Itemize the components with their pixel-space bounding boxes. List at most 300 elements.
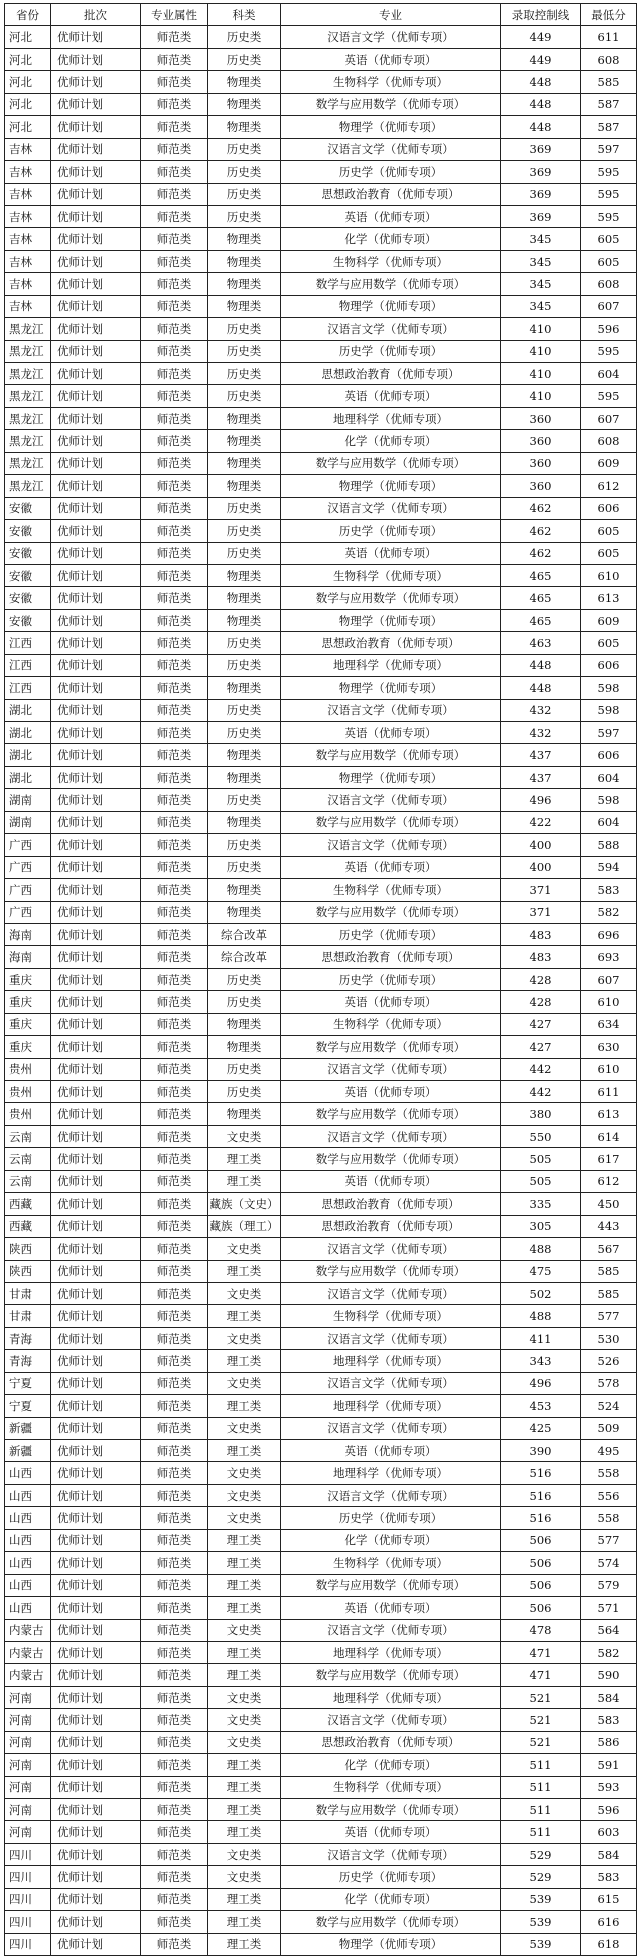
cell-province: 贵州 (5, 1103, 51, 1125)
cell-province: 贵州 (5, 1058, 51, 1080)
cell-major-attribute: 师范类 (141, 1507, 208, 1529)
table-row (5, 1327, 637, 1349)
cell-province: 云南 (5, 1125, 51, 1147)
cell-control-line: 343 (501, 1350, 581, 1372)
cell-major-attribute: 师范类 (141, 1372, 208, 1394)
cell-control-line: 488 (501, 1305, 581, 1327)
cell-major: 化学（优师专项） (281, 1529, 501, 1551)
cell-major: 数学与应用数学（优师专项） (281, 1148, 501, 1170)
cell-province: 河北 (5, 26, 51, 48)
cell-major: 英语（优师专项） (281, 1440, 501, 1462)
cell-major: 思想政治教育（优师专项） (281, 183, 501, 205)
cell-major-attribute: 师范类 (141, 722, 208, 744)
cell-major: 物理学（优师专项） (281, 475, 501, 497)
cell-control-line: 539 (501, 1933, 581, 1955)
cell-major: 化学（优师专项） (281, 1754, 501, 1776)
cell-subject-category: 物理类 (208, 587, 281, 609)
cell-subject-category: 历史类 (208, 1058, 281, 1080)
cell-batch: 优师计划 (51, 161, 141, 183)
cell-major-attribute: 师范类 (141, 407, 208, 429)
cell-major-attribute: 师范类 (141, 1462, 208, 1484)
cell-control-line: 428 (501, 968, 581, 990)
cell-major: 历史学（优师专项） (281, 1507, 501, 1529)
cell-major-attribute: 师范类 (141, 1776, 208, 1798)
table-row (5, 1619, 637, 1641)
cell-province: 山西 (5, 1574, 51, 1596)
cell-major-attribute: 师范类 (141, 1081, 208, 1103)
cell-major: 数学与应用数学（优师专项） (281, 273, 501, 295)
cell-major: 物理学（优师专项） (281, 609, 501, 631)
cell-batch: 优师计划 (51, 1664, 141, 1686)
table-row (5, 340, 637, 362)
cell-control-line: 360 (501, 430, 581, 452)
cell-control-line: 400 (501, 834, 581, 856)
cell-min-score: 594 (581, 856, 637, 878)
cell-major: 数学与应用数学（优师专项） (281, 1799, 501, 1821)
cell-major: 汉语言文学（优师专项） (281, 699, 501, 721)
cell-major-attribute: 师范类 (141, 946, 208, 968)
cell-major: 英语（优师专项） (281, 1821, 501, 1843)
cell-subject-category: 物理类 (208, 250, 281, 272)
cell-subject-category: 历史类 (208, 699, 281, 721)
cell-major: 化学（优师专项） (281, 1888, 501, 1910)
cell-subject-category: 文史类 (208, 1619, 281, 1641)
cell-min-score: 607 (581, 407, 637, 429)
cell-batch: 优师计划 (51, 564, 141, 586)
cell-major: 汉语言文学（优师专项） (281, 1238, 501, 1260)
cell-subject-category: 理工类 (208, 1305, 281, 1327)
cell-major: 思想政治教育（优师专项） (281, 1193, 501, 1215)
cell-province: 河北 (5, 93, 51, 115)
cell-subject-category: 理工类 (208, 1933, 281, 1955)
cell-control-line: 371 (501, 879, 581, 901)
cell-min-score: 597 (581, 138, 637, 160)
cell-control-line: 463 (501, 632, 581, 654)
cell-min-score: 610 (581, 564, 637, 586)
cell-province: 青海 (5, 1327, 51, 1349)
cell-batch: 优师计划 (51, 1260, 141, 1282)
cell-subject-category: 物理类 (208, 609, 281, 631)
cell-major: 生物科学（优师专项） (281, 1013, 501, 1035)
cell-batch: 优师计划 (51, 654, 141, 676)
cell-control-line: 448 (501, 116, 581, 138)
cell-control-line: 471 (501, 1664, 581, 1686)
cell-min-score: 595 (581, 385, 637, 407)
cell-subject-category: 历史类 (208, 722, 281, 744)
cell-min-score: 495 (581, 1440, 637, 1462)
cell-batch: 优师计划 (51, 1641, 141, 1663)
cell-control-line: 380 (501, 1103, 581, 1125)
cell-min-score: 605 (581, 542, 637, 564)
cell-control-line: 369 (501, 138, 581, 160)
cell-major-attribute: 师范类 (141, 968, 208, 990)
cell-major: 物理学（优师专项） (281, 677, 501, 699)
cell-major: 化学（优师专项） (281, 430, 501, 452)
cell-major-attribute: 师范类 (141, 1574, 208, 1596)
cell-major-attribute: 师范类 (141, 1641, 208, 1663)
cell-batch: 优师计划 (51, 1305, 141, 1327)
cell-subject-category: 理工类 (208, 1529, 281, 1551)
cell-major-attribute: 师范类 (141, 587, 208, 609)
cell-batch: 优师计划 (51, 766, 141, 788)
cell-subject-category: 历史类 (208, 363, 281, 385)
cell-control-line: 422 (501, 811, 581, 833)
cell-major-attribute: 师范类 (141, 789, 208, 811)
cell-batch: 优师计划 (51, 1597, 141, 1619)
cell-min-score: 595 (581, 183, 637, 205)
cell-major-attribute: 师范类 (141, 1170, 208, 1192)
cell-control-line: 550 (501, 1125, 581, 1147)
cell-major: 地理科学（优师专项） (281, 407, 501, 429)
cell-batch: 优师计划 (51, 1395, 141, 1417)
table-row (5, 1058, 637, 1080)
cell-subject-category: 理工类 (208, 1641, 281, 1663)
table-row (5, 1507, 637, 1529)
cell-province: 河南 (5, 1821, 51, 1843)
cell-subject-category: 物理类 (208, 430, 281, 452)
cell-subject-category: 物理类 (208, 475, 281, 497)
cell-province: 河南 (5, 1754, 51, 1776)
cell-control-line: 506 (501, 1529, 581, 1551)
cell-subject-category: 历史类 (208, 26, 281, 48)
cell-control-line: 462 (501, 520, 581, 542)
cell-major: 数学与应用数学（优师专项） (281, 1036, 501, 1058)
cell-major: 汉语言文学（优师专项） (281, 1372, 501, 1394)
table-header-row (5, 4, 637, 26)
cell-major: 汉语言文学（优师专项） (281, 1282, 501, 1304)
table-row (5, 677, 637, 699)
cell-major: 汉语言文学（优师专项） (281, 26, 501, 48)
cell-control-line: 410 (501, 318, 581, 340)
cell-min-score: 586 (581, 1731, 637, 1753)
cell-batch: 优师计划 (51, 93, 141, 115)
header-subject-category: 科类 (208, 4, 281, 26)
cell-batch: 优师计划 (51, 968, 141, 990)
cell-major-attribute: 师范类 (141, 1821, 208, 1843)
cell-batch: 优师计划 (51, 677, 141, 699)
cell-min-score: 693 (581, 946, 637, 968)
cell-major-attribute: 师范类 (141, 318, 208, 340)
cell-major: 思想政治教育（优师专项） (281, 363, 501, 385)
table-row (5, 901, 637, 923)
cell-min-score: 590 (581, 1664, 637, 1686)
cell-batch: 优师计划 (51, 1866, 141, 1888)
cell-major-attribute: 师范类 (141, 991, 208, 1013)
cell-min-score: 608 (581, 430, 637, 452)
cell-major: 数学与应用数学（优师专项） (281, 901, 501, 923)
cell-major: 地理科学（优师专项） (281, 1462, 501, 1484)
cell-batch: 优师计划 (51, 205, 141, 227)
cell-major: 历史学（优师专项） (281, 968, 501, 990)
table-row (5, 968, 637, 990)
cell-batch: 优师计划 (51, 1552, 141, 1574)
cell-min-score: 577 (581, 1305, 637, 1327)
cell-subject-category: 理工类 (208, 1574, 281, 1596)
cell-province: 贵州 (5, 1081, 51, 1103)
cell-control-line: 335 (501, 1193, 581, 1215)
cell-major-attribute: 师范类 (141, 1484, 208, 1506)
cell-min-score: 603 (581, 1821, 637, 1843)
cell-major-attribute: 师范类 (141, 1125, 208, 1147)
table-body (5, 26, 637, 1956)
cell-province: 吉林 (5, 183, 51, 205)
cell-province: 安徽 (5, 497, 51, 519)
table-row (5, 1193, 637, 1215)
cell-min-score: 585 (581, 1260, 637, 1282)
cell-min-score: 611 (581, 26, 637, 48)
cell-subject-category: 文史类 (208, 1866, 281, 1888)
cell-province: 吉林 (5, 250, 51, 272)
cell-major: 生物科学（优师专项） (281, 250, 501, 272)
cell-batch: 优师计划 (51, 1148, 141, 1170)
cell-min-score: 604 (581, 811, 637, 833)
table-row (5, 1754, 637, 1776)
table-row (5, 1125, 637, 1147)
cell-province: 湖南 (5, 789, 51, 811)
cell-major: 数学与应用数学（优师专项） (281, 452, 501, 474)
cell-major-attribute: 师范类 (141, 295, 208, 317)
cell-major-attribute: 师范类 (141, 93, 208, 115)
cell-major: 汉语言文学（优师专项） (281, 1058, 501, 1080)
cell-control-line: 425 (501, 1417, 581, 1439)
cell-control-line: 345 (501, 250, 581, 272)
cell-province: 重庆 (5, 1013, 51, 1035)
cell-subject-category: 文史类 (208, 1238, 281, 1260)
cell-subject-category: 文史类 (208, 1843, 281, 1865)
cell-control-line: 539 (501, 1911, 581, 1933)
table-row (5, 205, 637, 227)
cell-control-line: 511 (501, 1799, 581, 1821)
cell-major: 生物科学（优师专项） (281, 1552, 501, 1574)
cell-control-line: 369 (501, 205, 581, 227)
cell-major: 思想政治教育（优师专项） (281, 946, 501, 968)
cell-major: 英语（优师专项） (281, 205, 501, 227)
cell-major: 历史学（优师专项） (281, 161, 501, 183)
cell-subject-category: 历史类 (208, 789, 281, 811)
cell-control-line: 462 (501, 497, 581, 519)
cell-province: 安徽 (5, 564, 51, 586)
cell-min-score: 595 (581, 340, 637, 362)
cell-control-line: 511 (501, 1776, 581, 1798)
cell-control-line: 345 (501, 273, 581, 295)
cell-batch: 优师计划 (51, 811, 141, 833)
cell-province: 吉林 (5, 273, 51, 295)
cell-min-score: 610 (581, 1058, 637, 1080)
cell-control-line: 516 (501, 1484, 581, 1506)
table-row (5, 26, 637, 48)
cell-batch: 优师计划 (51, 632, 141, 654)
cell-province: 山西 (5, 1507, 51, 1529)
cell-province: 河南 (5, 1731, 51, 1753)
cell-min-score: 558 (581, 1462, 637, 1484)
cell-min-score: 587 (581, 93, 637, 115)
cell-min-score: 614 (581, 1125, 637, 1147)
cell-province: 吉林 (5, 205, 51, 227)
cell-min-score: 615 (581, 1888, 637, 1910)
cell-province: 河南 (5, 1776, 51, 1798)
cell-province: 河北 (5, 71, 51, 93)
cell-subject-category: 历史类 (208, 48, 281, 70)
cell-province: 广西 (5, 901, 51, 923)
cell-major-attribute: 师范类 (141, 1440, 208, 1462)
cell-subject-category: 物理类 (208, 295, 281, 317)
table-row (5, 632, 637, 654)
cell-subject-category: 文史类 (208, 1282, 281, 1304)
cell-subject-category: 历史类 (208, 520, 281, 542)
cell-control-line: 453 (501, 1395, 581, 1417)
cell-subject-category: 物理类 (208, 677, 281, 699)
cell-major-attribute: 师范类 (141, 1417, 208, 1439)
table-row (5, 1552, 637, 1574)
cell-province: 山西 (5, 1552, 51, 1574)
cell-control-line: 437 (501, 744, 581, 766)
cell-batch: 优师计划 (51, 744, 141, 766)
cell-batch: 优师计划 (51, 497, 141, 519)
cell-batch: 优师计划 (51, 1484, 141, 1506)
cell-batch: 优师计划 (51, 452, 141, 474)
cell-subject-category: 物理类 (208, 1036, 281, 1058)
cell-control-line: 521 (501, 1709, 581, 1731)
cell-subject-category: 文史类 (208, 1417, 281, 1439)
cell-major: 数学与应用数学（优师专项） (281, 744, 501, 766)
cell-major-attribute: 师范类 (141, 1911, 208, 1933)
cell-batch: 优师计划 (51, 1462, 141, 1484)
cell-min-score: 612 (581, 1170, 637, 1192)
cell-batch: 优师计划 (51, 834, 141, 856)
cell-batch: 优师计划 (51, 1574, 141, 1596)
table-row (5, 138, 637, 160)
cell-subject-category: 理工类 (208, 1350, 281, 1372)
cell-major-attribute: 师范类 (141, 811, 208, 833)
cell-batch: 优师计划 (51, 1327, 141, 1349)
cell-subject-category: 历史类 (208, 654, 281, 676)
cell-subject-category: 藏族（文史） (208, 1193, 281, 1215)
cell-batch: 优师计划 (51, 1843, 141, 1865)
cell-province: 内蒙古 (5, 1641, 51, 1663)
cell-major: 思想政治教育（优师专项） (281, 1215, 501, 1237)
cell-control-line: 506 (501, 1574, 581, 1596)
cell-province: 重庆 (5, 1036, 51, 1058)
cell-province: 江西 (5, 654, 51, 676)
cell-batch: 优师计划 (51, 1440, 141, 1462)
cell-subject-category: 历史类 (208, 632, 281, 654)
table-row (5, 1933, 637, 1955)
table-row (5, 1013, 637, 1035)
cell-batch: 优师计划 (51, 1529, 141, 1551)
cell-major-attribute: 师范类 (141, 1260, 208, 1282)
cell-major-attribute: 师范类 (141, 1597, 208, 1619)
cell-subject-category: 历史类 (208, 542, 281, 564)
cell-control-line: 483 (501, 923, 581, 945)
cell-province: 河北 (5, 116, 51, 138)
table-row (5, 1529, 637, 1551)
cell-subject-category: 物理类 (208, 273, 281, 295)
cell-min-score: 605 (581, 520, 637, 542)
cell-province: 四川 (5, 1911, 51, 1933)
cell-control-line: 411 (501, 1327, 581, 1349)
cell-major: 历史学（优师专项） (281, 340, 501, 362)
table-row (5, 654, 637, 676)
cell-subject-category: 历史类 (208, 968, 281, 990)
table-row (5, 1686, 637, 1708)
cell-major-attribute: 师范类 (141, 834, 208, 856)
cell-major: 生物科学（优师专项） (281, 71, 501, 93)
table-row (5, 1664, 637, 1686)
cell-major: 英语（优师专项） (281, 1597, 501, 1619)
cell-province: 黑龙江 (5, 318, 51, 340)
cell-batch: 优师计划 (51, 340, 141, 362)
cell-province: 西藏 (5, 1193, 51, 1215)
cell-control-line: 437 (501, 766, 581, 788)
cell-subject-category: 物理类 (208, 71, 281, 93)
cell-batch: 优师计划 (51, 385, 141, 407)
table-row (5, 93, 637, 115)
cell-major: 英语（优师专项） (281, 1170, 501, 1192)
cell-major-attribute: 师范类 (141, 1148, 208, 1170)
cell-control-line: 488 (501, 1238, 581, 1260)
cell-province: 河南 (5, 1799, 51, 1821)
cell-min-score: 450 (581, 1193, 637, 1215)
cell-batch: 优师计划 (51, 1103, 141, 1125)
cell-batch: 优师计划 (51, 609, 141, 631)
cell-major-attribute: 师范类 (141, 71, 208, 93)
header-major-attribute: 专业属性 (141, 4, 208, 26)
cell-min-score: 596 (581, 1799, 637, 1821)
cell-batch: 优师计划 (51, 1350, 141, 1372)
cell-subject-category: 文史类 (208, 1484, 281, 1506)
cell-major: 思想政治教育（优师专项） (281, 632, 501, 654)
cell-province: 四川 (5, 1933, 51, 1955)
cell-major: 汉语言文学（优师专项） (281, 834, 501, 856)
cell-min-score: 618 (581, 1933, 637, 1955)
cell-min-score: 585 (581, 71, 637, 93)
cell-control-line: 465 (501, 564, 581, 586)
cell-major: 物理学（优师专项） (281, 116, 501, 138)
cell-province: 安徽 (5, 542, 51, 564)
cell-province: 甘肃 (5, 1305, 51, 1327)
cell-subject-category: 物理类 (208, 1103, 281, 1125)
cell-major: 数学与应用数学（优师专项） (281, 1664, 501, 1686)
cell-batch: 优师计划 (51, 1619, 141, 1641)
cell-major-attribute: 师范类 (141, 564, 208, 586)
cell-min-score: 564 (581, 1619, 637, 1641)
cell-province: 云南 (5, 1148, 51, 1170)
cell-control-line: 305 (501, 1215, 581, 1237)
cell-control-line: 529 (501, 1866, 581, 1888)
table-row (5, 1081, 637, 1103)
cell-province: 河北 (5, 48, 51, 70)
cell-batch: 优师计划 (51, 1125, 141, 1147)
table-row (5, 879, 637, 901)
cell-major-attribute: 师范类 (141, 654, 208, 676)
cell-batch: 优师计划 (51, 789, 141, 811)
table-row (5, 1372, 637, 1394)
cell-control-line: 516 (501, 1462, 581, 1484)
admission-score-table (4, 3, 637, 1956)
cell-control-line: 448 (501, 677, 581, 699)
table-row (5, 497, 637, 519)
cell-province: 甘肃 (5, 1282, 51, 1304)
table-row (5, 1440, 637, 1462)
cell-major: 生物科学（优师专项） (281, 564, 501, 586)
cell-min-score: 583 (581, 1709, 637, 1731)
cell-control-line: 478 (501, 1619, 581, 1641)
table-row (5, 183, 637, 205)
cell-major-attribute: 师范类 (141, 1305, 208, 1327)
cell-min-score: 571 (581, 1597, 637, 1619)
cell-major-attribute: 师范类 (141, 340, 208, 362)
cell-control-line: 529 (501, 1843, 581, 1865)
